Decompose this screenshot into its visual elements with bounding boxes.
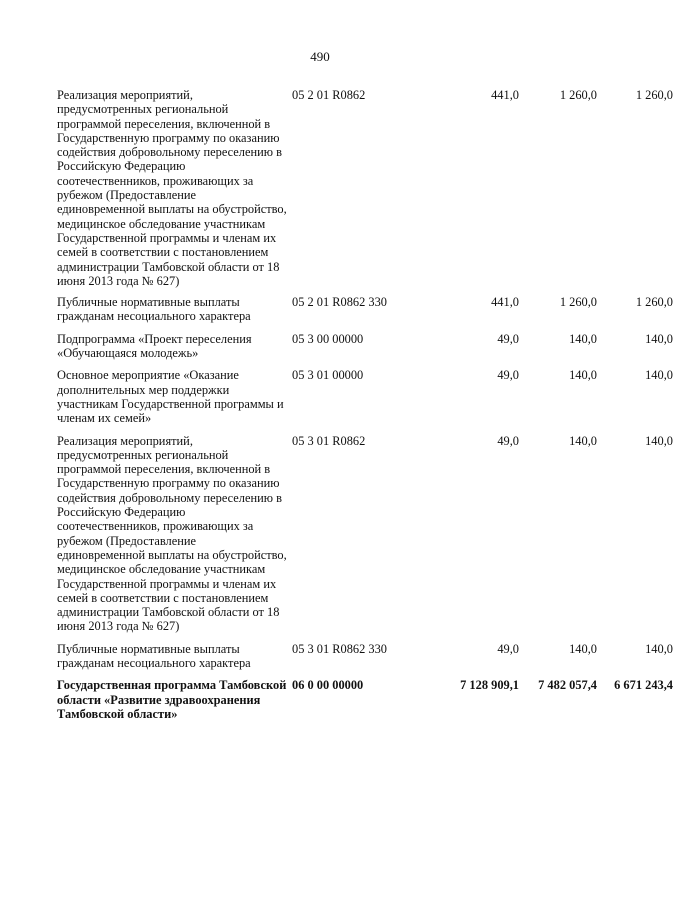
budget-table <box>57 88 673 721</box>
row-name: Основное мероприятие «Оказание дополнительных мер поддержки участникам Государственной программы и членам их семей» <box>57 368 284 426</box>
row-code: 05 2 01 R0862 330 <box>292 295 387 310</box>
row-value-2: 1 260,0 <box>559 88 597 102</box>
row-value-3: 140,0 <box>645 331 673 346</box>
table-row <box>57 331 673 361</box>
table-row <box>57 295 673 324</box>
row-value-2: 140,0 <box>569 368 597 383</box>
page-number: 490 <box>310 49 330 64</box>
row-value-2: 140,0 <box>569 641 597 656</box>
row-value-2: 7 482 057,4 <box>538 678 597 693</box>
row-name: Публичные нормативные выплаты гражданам несоциального характера <box>57 641 251 670</box>
row-name: Реализация мероприятий, предусмотренных региональной программой переселения, включенной в Государственную программу по оказанию содействия добровольному переселению в Российскую Федерацию соотечественников, проживающих за рубежом (Предоставление единовременной выплаты на обустройство, медицинское обследование участникам Государственной программы и членам их семей в соответствии с постановлением администрации Тамбовской области от 18 июня 2013 года № 627) <box>57 88 287 288</box>
row-value-2: 140,0 <box>569 331 597 346</box>
row-value-2: 1 260,0 <box>559 295 597 310</box>
row-value-3: 1 260,0 <box>635 295 673 310</box>
table-row <box>57 88 673 288</box>
row-code: 05 3 01 R0862 <box>292 433 366 448</box>
row-value-1: 7 128 909,1 <box>460 678 519 693</box>
row-name: Реализация мероприятий, предусмотренных региональной программой переселения, включенной в Государственную программу по оказанию содействия добровольному переселению в Российскую Федерацию соотечественников, проживающих за рубежом (Предоставление единовременной выплаты на обустройство, медицинское обследование участникам Государственной программы и членам их семей в соответствии с постановлением администрации Тамбовской области от 18 июня 2013 года № 627) <box>57 433 287 634</box>
row-code: 05 3 00 00000 <box>292 331 364 346</box>
row-value-1: 441,0 <box>491 295 519 310</box>
row-value-3: 1 260,0 <box>635 88 673 102</box>
row-value-3: 6 671 243,4 <box>614 678 673 693</box>
table-row <box>57 368 673 426</box>
table-row-program-total <box>57 678 673 721</box>
row-value-1: 49,0 <box>497 433 519 448</box>
row-value-1: 49,0 <box>497 641 519 656</box>
row-value-1: 49,0 <box>497 368 519 383</box>
row-value-1: 441,0 <box>491 88 519 102</box>
row-value-1: 49,0 <box>497 331 519 346</box>
row-code: 05 3 01 R0862 330 <box>292 641 387 656</box>
row-name: Подпрограмма «Проект переселения «Обучающаяся молодежь» <box>57 331 252 361</box>
table-row <box>57 641 673 671</box>
row-code: 05 3 01 00000 <box>292 368 364 383</box>
row-value-3: 140,0 <box>645 433 673 448</box>
row-name: Государственная программа Тамбовской области «Развитие здравоохранения Тамбовской области» <box>57 678 287 721</box>
row-value-2: 140,0 <box>569 433 597 448</box>
row-code: 05 2 01 R0862 <box>292 88 366 102</box>
row-value-3: 140,0 <box>645 641 673 656</box>
row-name: Публичные нормативные выплаты гражданам несоциального характера <box>57 295 251 324</box>
table-row <box>57 433 673 634</box>
row-code: 06 0 00 00000 <box>292 678 364 693</box>
row-value-3: 140,0 <box>645 368 673 383</box>
